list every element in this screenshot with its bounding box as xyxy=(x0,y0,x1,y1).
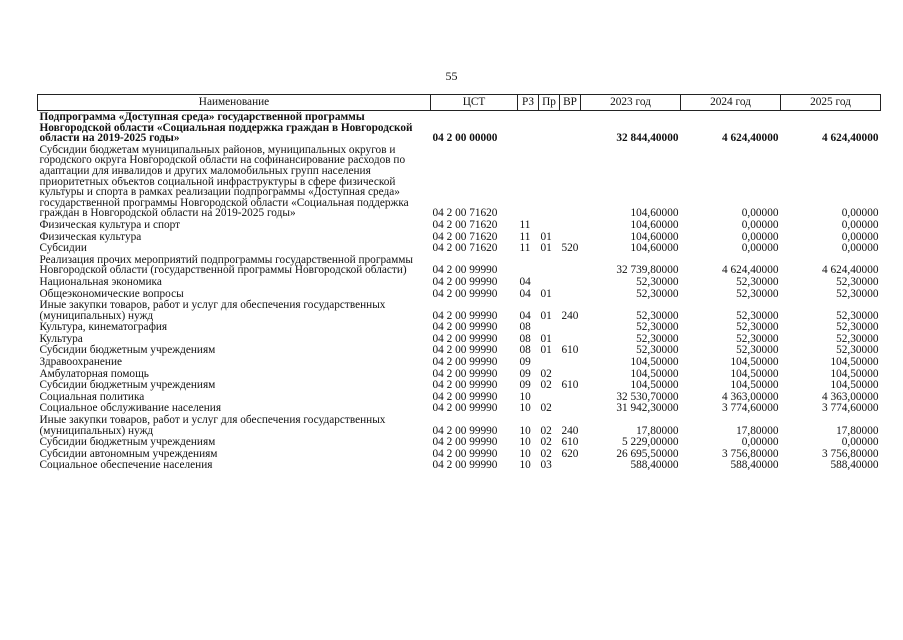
row-rz: 11 xyxy=(519,230,531,243)
row-name: Субсидии автономным учреждениям xyxy=(39,447,218,460)
row-2023: 52,30000 xyxy=(636,344,679,357)
header-2024: 2024 год xyxy=(681,95,781,111)
row-cst: 04 2 00 99990 xyxy=(432,321,498,334)
row-2023: 31 942,30000 xyxy=(616,402,679,415)
row-2023: 588,40000 xyxy=(630,459,679,472)
row-name: Иные закупки товаров, работ и услуг для обеспечения государственных (муниципальных) нужд xyxy=(39,299,386,322)
row-pr xyxy=(539,111,560,145)
row-2024: 588,40000 xyxy=(730,459,779,472)
row-2023: 52,30000 xyxy=(636,332,679,345)
row-name: Субсидии бюджетным учреждениям xyxy=(39,436,216,449)
header-pr: Пр xyxy=(539,95,560,111)
row-vr xyxy=(560,403,581,415)
row-2024: 4 624,40000 xyxy=(722,132,779,145)
row-rz: 10 xyxy=(519,402,531,415)
row-pr: 01 xyxy=(540,344,552,357)
row-pr xyxy=(539,277,560,289)
row-cst: 04 2 00 99990 xyxy=(432,424,498,437)
row-name: Социальное обеспечение населения xyxy=(39,459,213,472)
row-pr: 02 xyxy=(540,436,552,449)
row-2023: 104,60000 xyxy=(630,207,679,220)
row-rz: 08 xyxy=(519,321,531,334)
row-2025: 52,30000 xyxy=(836,287,879,300)
row-vr xyxy=(560,277,581,289)
row-vr xyxy=(560,322,581,334)
row-pr: 01 xyxy=(540,332,552,345)
row-2023: 52,30000 xyxy=(636,321,679,334)
row-2025: 0,00000 xyxy=(841,230,879,243)
row-2024: 0,00000 xyxy=(741,218,779,231)
row-cst: 04 2 00 99990 xyxy=(432,344,498,357)
row-name: Субсидии бюджетным учреждениям xyxy=(39,344,216,357)
row-pr: 01 xyxy=(540,309,552,322)
row-2023: 104,60000 xyxy=(630,218,679,231)
row-cst: 04 2 00 99990 xyxy=(432,264,498,277)
row-2024: 0,00000 xyxy=(741,207,779,220)
row-rz: 09 xyxy=(519,356,531,369)
budget-table xyxy=(37,94,881,472)
row-pr xyxy=(539,220,560,232)
header-rz: РЗ xyxy=(518,95,539,111)
row-rz: 11 xyxy=(519,218,531,231)
row-rz: 09 xyxy=(519,367,531,380)
row-vr: 240 xyxy=(561,309,579,322)
row-name: Физическая культура xyxy=(39,230,142,243)
header-vr: ВР xyxy=(560,95,581,111)
row-2023: 52,30000 xyxy=(636,287,679,300)
row-pr xyxy=(539,255,560,277)
row-cst: 04 2 00 99990 xyxy=(432,436,498,449)
table-header-row xyxy=(38,95,881,111)
row-vr: 610 xyxy=(561,379,579,392)
row-2025: 0,00000 xyxy=(841,436,879,449)
row-2025: 104,50000 xyxy=(830,356,879,369)
header-2025: 2025 год xyxy=(781,95,881,111)
row-cst: 04 2 00 99990 xyxy=(432,275,498,288)
row-name: Социальная политика xyxy=(39,390,145,403)
row-rz xyxy=(518,111,539,145)
table-row xyxy=(38,277,881,289)
row-cst: 04 2 00 99990 xyxy=(432,287,498,300)
row-vr xyxy=(560,145,581,220)
row-2025: 104,50000 xyxy=(830,367,879,380)
header-name: Наименование xyxy=(38,95,431,111)
row-cst: 04 2 00 99990 xyxy=(432,402,498,415)
row-2025: 104,50000 xyxy=(830,379,879,392)
row-2024: 52,30000 xyxy=(736,309,779,322)
row-pr: 02 xyxy=(540,424,552,437)
row-2023: 32 844,40000 xyxy=(616,132,679,145)
row-rz: 11 xyxy=(519,242,531,255)
row-rz xyxy=(518,255,539,277)
row-vr xyxy=(560,111,581,145)
table-row xyxy=(38,300,881,322)
row-pr: 03 xyxy=(540,459,552,472)
row-pr: 02 xyxy=(540,402,552,415)
row-rz: 10 xyxy=(519,447,531,460)
row-cst: 04 2 00 99990 xyxy=(432,459,498,472)
row-2024: 52,30000 xyxy=(736,344,779,357)
row-2024: 0,00000 xyxy=(741,242,779,255)
row-2025: 4 624,40000 xyxy=(822,264,879,277)
row-2024: 17,80000 xyxy=(736,424,779,437)
table-row xyxy=(38,111,881,145)
row-name: Амбулаторная помощь xyxy=(39,367,149,380)
row-pr xyxy=(539,145,560,220)
table-row xyxy=(38,357,881,369)
row-pr: 02 xyxy=(540,447,552,460)
table-row xyxy=(38,415,881,437)
table-row xyxy=(38,145,881,220)
row-2025: 52,30000 xyxy=(836,332,879,345)
row-name: Культура xyxy=(39,332,83,345)
row-name: Субсидии xyxy=(39,242,87,255)
row-2024: 3 774,60000 xyxy=(722,402,779,415)
row-pr: 02 xyxy=(540,367,552,380)
row-cst: 04 2 00 99990 xyxy=(432,379,498,392)
row-2024: 3 756,80000 xyxy=(722,447,779,460)
row-2023: 5 229,00000 xyxy=(622,436,679,449)
row-2025: 17,80000 xyxy=(836,424,879,437)
row-cst: 04 2 00 99990 xyxy=(432,356,498,369)
page-number: 55 xyxy=(445,69,458,83)
row-vr xyxy=(560,460,581,472)
row-2023: 26 695,50000 xyxy=(616,447,679,460)
row-name: Культура, кинематография xyxy=(39,321,168,334)
row-2025: 0,00000 xyxy=(841,218,879,231)
row-vr: 610 xyxy=(561,344,579,357)
row-2023: 104,60000 xyxy=(630,230,679,243)
row-2025: 52,30000 xyxy=(836,344,879,357)
row-2024: 4 624,40000 xyxy=(722,264,779,277)
row-2024: 52,30000 xyxy=(736,287,779,300)
row-cst: 04 2 00 99990 xyxy=(432,309,498,322)
row-name: Субсидии бюджетам муниципальных районов, муниципальных округов и городского округа Новгородской области на софинансирование расходов по адаптации для инвалидов и других маломобильных групп населения приоритетных объектов социальной инфраструктуры в сфере физической культуры и спорта в рамках реализации подпрограммы «Доступная среда» государственной программы Новгородской области «Социальная поддержка граждан в Новгородской области на 2019-2025 годы» xyxy=(39,143,409,220)
row-vr: 520 xyxy=(561,242,579,255)
row-rz: 08 xyxy=(519,344,531,357)
row-pr: 01 xyxy=(540,287,552,300)
row-cst: 04 2 00 71620 xyxy=(432,242,498,255)
row-vr xyxy=(560,392,581,404)
row-cst: 04 2 00 99990 xyxy=(432,390,498,403)
row-2025: 52,30000 xyxy=(836,321,879,334)
table-row xyxy=(38,460,881,472)
row-name: Национальная экономика xyxy=(39,275,162,288)
row-2025: 3 774,60000 xyxy=(822,402,879,415)
row-2024: 4 363,00000 xyxy=(722,390,779,403)
row-2023: 52,30000 xyxy=(636,309,679,322)
row-2023: 32 739,80000 xyxy=(616,264,679,277)
row-name: Физическая культура и спорт xyxy=(39,218,181,231)
row-vr: 610 xyxy=(561,436,579,449)
row-pr: 02 xyxy=(540,379,552,392)
row-name: Субсидии бюджетным учреждениям xyxy=(39,379,216,392)
row-2025: 588,40000 xyxy=(830,459,879,472)
row-cst: 04 2 00 71620 xyxy=(432,218,498,231)
row-2025: 4 363,00000 xyxy=(822,390,879,403)
row-2023: 104,50000 xyxy=(630,379,679,392)
row-2025: 0,00000 xyxy=(841,242,879,255)
row-name: Общеэкономические вопросы xyxy=(39,287,184,300)
row-rz: 08 xyxy=(519,332,531,345)
row-2024: 104,50000 xyxy=(730,356,779,369)
row-cst: 04 2 00 00000 xyxy=(432,132,498,145)
row-name: Подпрограмма «Доступная среда» государственной программы Новгородской области «Социальная поддержка граждан в Новгородской области на 2019-2025 годы» xyxy=(39,111,413,145)
row-cst: 04 2 00 99990 xyxy=(432,332,498,345)
row-cst: 04 2 00 99990 xyxy=(432,447,498,460)
header-cst: ЦСТ xyxy=(431,95,518,111)
row-2025: 0,00000 xyxy=(841,207,879,220)
row-pr: 01 xyxy=(540,230,552,243)
row-rz: 04 xyxy=(519,275,531,288)
row-cst: 04 2 00 71620 xyxy=(432,207,498,220)
row-rz: 04 xyxy=(519,287,531,300)
row-rz: 10 xyxy=(519,390,531,403)
row-vr xyxy=(560,357,581,369)
row-name: Социальное обслуживание населения xyxy=(39,402,222,415)
row-vr xyxy=(560,289,581,301)
row-vr xyxy=(560,220,581,232)
row-2024: 104,50000 xyxy=(730,367,779,380)
row-cst: 04 2 00 71620 xyxy=(432,230,498,243)
header-2023: 2023 год xyxy=(581,95,681,111)
row-rz: 10 xyxy=(519,459,531,472)
row-2023: 52,30000 xyxy=(636,275,679,288)
row-2023: 104,50000 xyxy=(630,356,679,369)
row-name: Здравоохранение xyxy=(39,356,123,369)
row-rz xyxy=(518,145,539,220)
row-vr xyxy=(560,255,581,277)
row-2024: 0,00000 xyxy=(741,230,779,243)
table-row xyxy=(38,243,881,255)
row-2023: 17,80000 xyxy=(636,424,679,437)
row-2024: 52,30000 xyxy=(736,321,779,334)
row-pr: 01 xyxy=(540,242,552,255)
row-2024: 52,30000 xyxy=(736,275,779,288)
table-row xyxy=(38,255,881,277)
row-2025: 52,30000 xyxy=(836,309,879,322)
row-name: Иные закупки товаров, работ и услуг для обеспечения государственных (муниципальных) нужд xyxy=(39,414,386,437)
row-2024: 104,50000 xyxy=(730,379,779,392)
table-row xyxy=(38,220,881,232)
row-rz: 09 xyxy=(519,379,531,392)
row-2025: 52,30000 xyxy=(836,275,879,288)
row-pr xyxy=(539,357,560,369)
row-rz: 04 xyxy=(519,309,531,322)
row-rz: 10 xyxy=(519,424,531,437)
row-2025: 3 756,80000 xyxy=(822,447,879,460)
row-cst: 04 2 00 99990 xyxy=(432,367,498,380)
row-vr: 240 xyxy=(561,424,579,437)
row-2025: 4 624,40000 xyxy=(822,132,879,145)
row-2024: 52,30000 xyxy=(736,332,779,345)
row-2024: 0,00000 xyxy=(741,436,779,449)
row-rz: 10 xyxy=(519,436,531,449)
row-vr: 620 xyxy=(561,447,579,460)
row-name: Реализация прочих мероприятий подпрограммы государственной программы Новгородской области (государственной программы Новгородской области) xyxy=(39,253,413,277)
row-2023: 32 530,70000 xyxy=(616,390,679,403)
row-2023: 104,60000 xyxy=(630,242,679,255)
row-2023: 104,50000 xyxy=(630,367,679,380)
